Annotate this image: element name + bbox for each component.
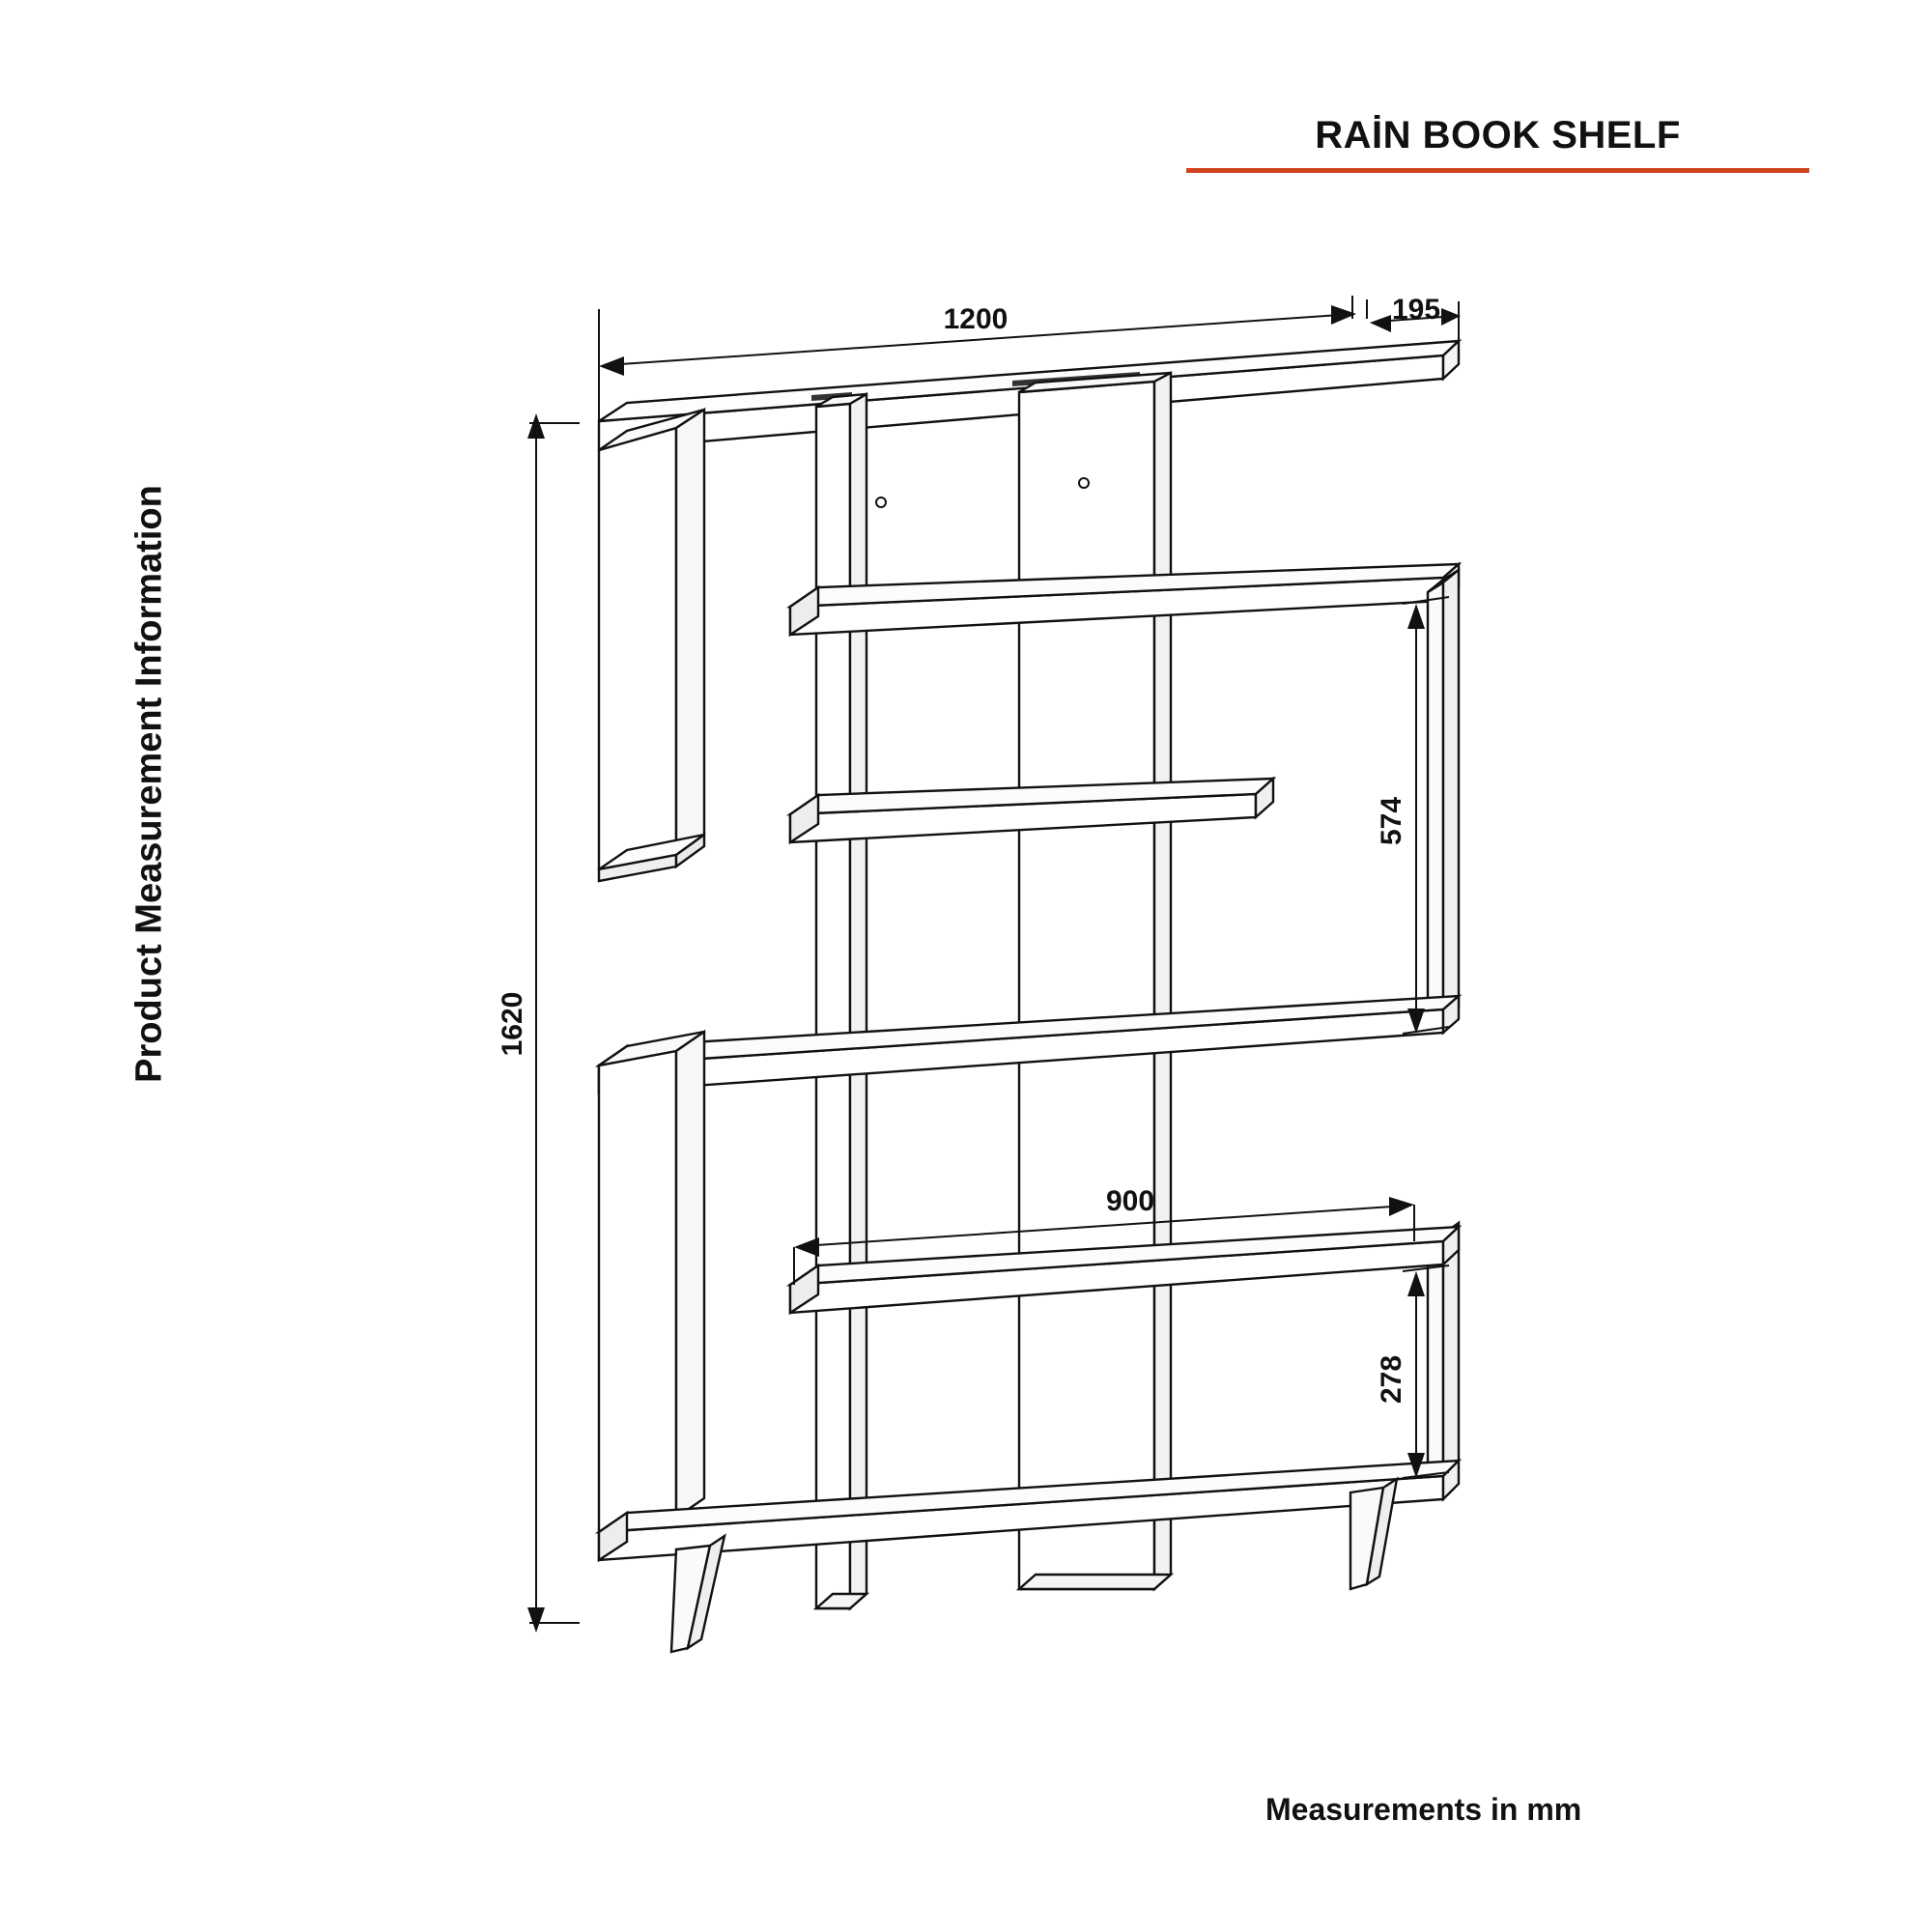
page-title: RAİN BOOK SHELF <box>1315 114 1681 156</box>
center-vertical-dividers <box>816 373 1171 1608</box>
dim-label-depth: 195 <box>1391 294 1441 326</box>
dim-label-upper-gap: 574 <box>1376 796 1407 846</box>
arrow-574-top <box>1407 604 1425 629</box>
upper-left-side-panel <box>599 410 704 881</box>
lower-left-side-panel <box>599 1032 704 1532</box>
arrow-1620-bottom <box>527 1607 545 1633</box>
arrow-900-right <box>1389 1197 1414 1216</box>
measurement-unit-note: Measurements in mm <box>1265 1792 1582 1827</box>
dim-label-lower-gap: 278 <box>1376 1354 1407 1405</box>
dim-label-width: 1200 <box>943 303 1009 335</box>
arrow-195-left <box>1370 315 1391 332</box>
dim-label-shelf-width: 900 <box>1105 1185 1155 1217</box>
arrow-278-top <box>1407 1271 1425 1296</box>
side-label: Product Measurement Information <box>128 485 170 1083</box>
dim-label-height: 1620 <box>497 991 528 1057</box>
arrow-1620-top <box>527 413 545 439</box>
upper-right-side-panel <box>1428 570 1459 1026</box>
arrow-1200-left <box>599 356 624 376</box>
arrow-900-left <box>794 1237 819 1257</box>
